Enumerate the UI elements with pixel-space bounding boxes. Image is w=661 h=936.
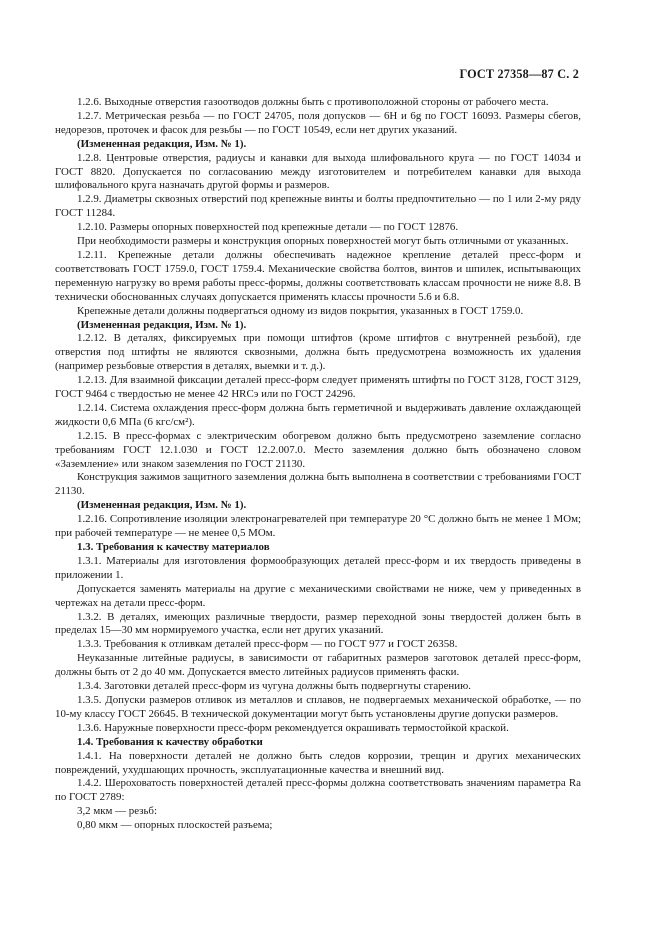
paragraph: При необходимости размеры и конструкция опорных поверхностей могут быть отличными от указанных. [77, 235, 569, 248]
clause-1-4-2: 1.4.2. Шероховатость поверхностей деталей пресс-формы должна соответствовать значениям параметра Ra по ГОСТ 2789: [55, 777, 581, 804]
clause-1-3-4: 1.3.4. Заготовки деталей пресс-форм из чугуна должны быть подвергнуты старению. [77, 680, 471, 693]
amendment-note: (Измененная редакция, Изм. № 1). [77, 499, 247, 512]
clause-1-2-13: 1.2.13. Для взаимной фиксации деталей пресс-форм следует применять штифты по ГОСТ 3128, ГОСТ 3129, ГОСТ 9464 с твердостью не менее 42 HRCэ или по ГОСТ 24296. [55, 374, 581, 401]
clause-1-3-6: 1.3.6. Наружные поверхности пресс-форм рекомендуется окрашивать термостойкой краской. [77, 721, 509, 734]
clause-1-2-9: 1.2.9. Диаметры сквозных отверстий под крепежные винты и болты предпочтительно — по 1 или 2-му ряду ГОСТ 11284. [55, 193, 581, 220]
clause-1-2-7: 1.2.7. Метрическая резьба — по ГОСТ 24705, поля допусков — 6H и 6g по ГОСТ 16093. Размеры сбегов, недорезов, проточек и фасок для резьбы — по ГОСТ 10549, если нет других указаний. [55, 109, 581, 136]
paragraph: Конструкция зажимов защитного заземления должна быть выполнена в соответствии с требованиями ГОСТ 21130. [55, 471, 581, 498]
clause-1-2-6: 1.2.6. Выходные отверстия газоотводов должны быть с противоположной стороны от рабочего места. [77, 96, 549, 108]
clause-1-2-10: 1.2.10. Размеры опорных поверхностей под крепежные детали — по ГОСТ 12876. [77, 221, 459, 234]
amendment-note: (Измененная редакция, Изм. № 1). [77, 137, 247, 150]
clause-1-3-3: 1.3.3. Требования к отливкам деталей пресс-форм — по ГОСТ 977 и ГОСТ 26358. [77, 638, 458, 651]
clause-1-2-16: 1.2.16. Сопротивление изоляции электронагревателей при температуре 20 °С должно быть не менее 1 МОм; при рабочей температуре — не менее 0,5 МОм. [55, 513, 581, 540]
list-item: 0,80 мкм — опорных плоскостей разъема; [77, 819, 273, 832]
section-heading-1-4: 1.4. Требования к качеству обработки [77, 735, 263, 748]
clause-1-2-11: 1.2.11. Крепежные детали должны обеспечивать надежное крепление деталей пресс-форм и соответствовать ГОСТ 1759.0, ГОСТ 1759.4. Механические свойства болтов, винтов и шпилек, испытывающих переменную нагрузку во время работы пресс-формы, должны соответствовать классам прочности не ниже 8.8. В технически обоснованных случаях допускается применять классы прочности 5.6 и 6.8. [55, 248, 581, 303]
clause-1-2-15: 1.2.15. В пресс-формах с электрическим обогревом должно быть предусмотрено заземление согласно требованиям ГОСТ 12.1.030 и ГОСТ 12.2.007.0. Место заземления должно быть обозначено словом «Заземление» или знаком заземления по ГОСТ 21130. [55, 429, 581, 470]
clause-1-4-1: 1.4.1. На поверхности деталей не должно быть следов коррозии, трещин и других механических повреждений, ухудшающих прочность, эксплуатационные качества и внешний вид. [55, 749, 581, 776]
document-body [55, 96, 581, 833]
section-heading-1-3: 1.3. Требования к качеству материалов [77, 541, 270, 553]
clause-1-3-2: 1.3.2. В деталях, имеющих различные твердости, размер переходной зоны твердостей должен быть в пределах 15—30 мм нормируемого участка, если нет других указаний. [55, 610, 581, 637]
paragraph: Неуказанные литейные радиусы, в зависимости от габаритных размеров заготовок деталей пресс-форм, должны быть от 2 до 40 мм. Допускается вместо литейных радиусов применять фаски. [55, 652, 581, 679]
clause-1-2-8: 1.2.8. Центровые отверстия, радиусы и канавки для выхода шлифовального круга — по ГОСТ 14034 и ГОСТ 8820. Допускается по согласованию между изготовителем и потребителем канавки для выхода шлифовального круга назначать другой формы и размеров. [55, 151, 581, 192]
clause-1-2-12: 1.2.12. В деталях, фиксируемых при помощи штифтов (кроме штифтов с внутренней резьбой), где отверстия под штифты не являются сквозными, должна быть предусмотрена возможность их удаления (например резьбовые отверстия в деталях, выемки и т. д.). [55, 332, 581, 373]
amendment-note: (Измененная редакция, Изм. № 1). [77, 318, 247, 331]
clause-1-2-14: 1.2.14. Система охлаждения пресс-форм должна быть герметичной и выдерживать давление охлаждающей жидкости 0,6 МПа (6 кгс/см²). [55, 401, 581, 428]
list-item: 3,2 мкм — резьб: [77, 805, 157, 818]
paragraph: Допускается заменять материалы на другие с механическими свойствами не ниже, чем у приведенных в чертежах на детали пресс-форм. [55, 582, 581, 609]
page-header: ГОСТ 27358—87 С. 2 [459, 67, 579, 81]
clause-1-3-5: 1.3.5. Допуски размеров отливок из металлов и сплавов, не подвергаемых механической обработке, — по 10-му классу ГОСТ 26645. В технической документации могут быть установлены другие допуски размеров. [55, 693, 581, 720]
clause-1-3-1: 1.3.1. Материалы для изготовления формообразующих деталей пресс-форм и их твердость приведены в приложении 1. [55, 554, 581, 581]
paragraph: Крепежные детали должны подвергаться одному из видов покрытия, указанных в ГОСТ 1759.0. [77, 304, 524, 317]
